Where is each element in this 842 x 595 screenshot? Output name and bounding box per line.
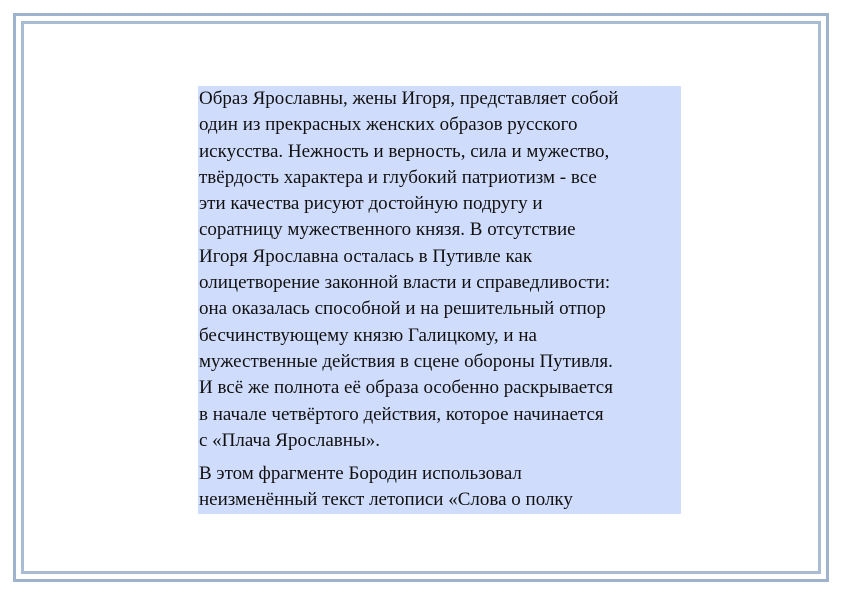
paragraph-yaroslavna-image: Образ Ярославны, жены Игоря, представляет собой один из прекрасных женских образов русского искусства. Нежность и верность, сила и мужество, твёрдость характера и глубокий патриотизм - все эти качества рисуют достойную подругу и соратницу мужественного князя. В отсутствие Игоря Ярославна осталась в Путивле как олицетворение законной власти и справедливости: она оказалась способной и на решительный отпор бесчинствующему князю Галицкому, и на мужественные действия в сцене обороны Путивля. И всё же полнота её образа особенно раскрывается в начале четвёртого действия, которое начинается с «Плача Ярославны». <box>199 88 619 451</box>
text-block <box>198 86 681 514</box>
paragraph-borodin-fragment: В этом фрагменте Бородин использовал неизменённый текст летописи «Слова о полку <box>199 463 573 511</box>
